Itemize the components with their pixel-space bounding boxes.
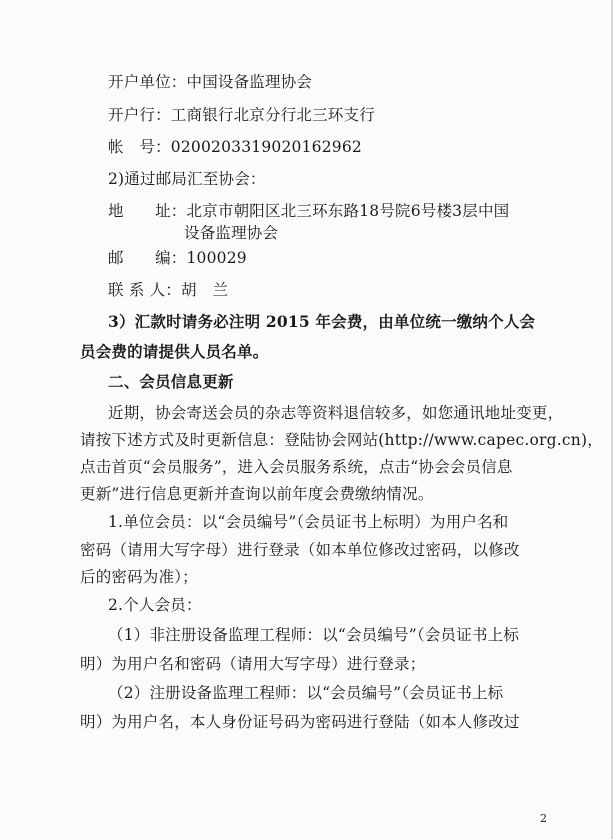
text-line: 近期，协会寄送会员的杂志等资料退信较多，如您通讯地址变更， <box>108 404 564 422</box>
text-line: 员会费的请提供人员名单。 <box>80 342 269 361</box>
page-number: 2 <box>540 812 547 825</box>
text-line: 邮 编：100029 <box>108 249 247 267</box>
text-line: （1）非注册设备监理工程师：以“会员编号”（会员证书上标 <box>108 626 520 644</box>
text-line: 帐 号：0200203319020162962 <box>108 138 362 156</box>
text-line: 密码（请用大写字母）进行登录（如本单位修改过密码，以修改 <box>80 541 520 559</box>
text-line: 开户单位：中国设备监理协会 <box>108 73 313 91</box>
text-line: 联 系 人：胡 兰 <box>108 281 229 299</box>
text-line: 3）汇款时请务必注明 2015 年会费，由单位统一缴纳个人会 <box>108 312 536 331</box>
text-line: 设备监理协会 <box>184 224 279 242</box>
text-line: （2）注册设备监理工程师：以“会员编号”（会员证书上标 <box>108 684 504 702</box>
text-line: 请按下述方式及时更新信息：登陆协会网站(http://www.capec.org.cn)， <box>80 431 603 449</box>
text-line: 2)通过邮局汇至协会： <box>108 170 266 188</box>
text-line: 明）为用户名，本人身份证号码为密码进行登陆（如本人修改过 <box>80 713 520 731</box>
text-line: 点击首页“会员服务”，进入会员服务系统，点击“协会会员信息 <box>80 458 513 476</box>
text-line: 明）为用户名和密码（请用大写字母）进行登录； <box>80 655 426 673</box>
section-heading: 二、会员信息更新 <box>108 372 234 391</box>
text-line: 2.个人会员： <box>108 596 202 614</box>
text-line: 1.单位会员：以“会员编号”（会员证书上标明）为用户名和 <box>108 513 509 531</box>
text-line: 后的密码为准）； <box>80 568 198 586</box>
text-line: 更新”进行信息更新并查询以前年度会费缴纳情况。 <box>80 485 434 503</box>
text-line: 开户行：工商银行北京分行北三环支行 <box>108 106 375 124</box>
text-line: 地 址：北京市朝阳区北三环东路18号院6号楼3层中国 <box>108 202 510 220</box>
